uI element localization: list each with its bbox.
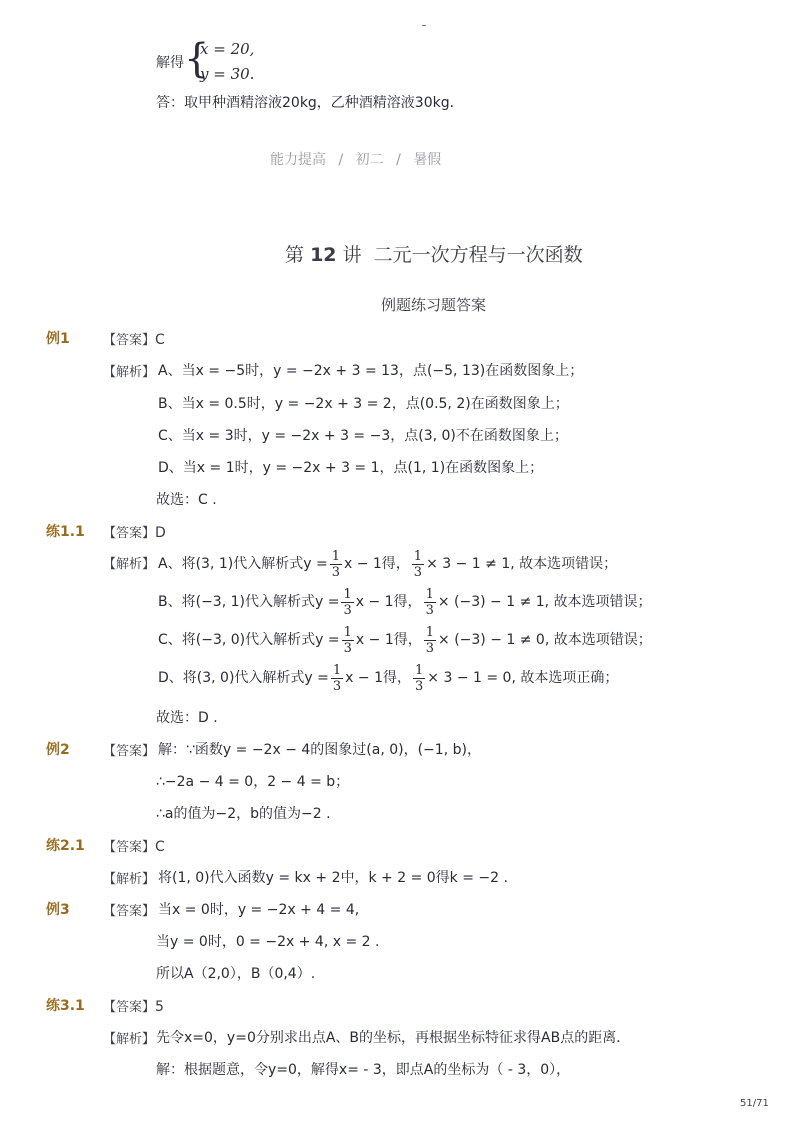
answer-tag: 【答案】C	[103, 839, 165, 855]
example-3-line: 所以A（2,0），B（0,4）.	[156, 966, 316, 982]
breadcrumb-item-2: 初二	[355, 152, 384, 168]
example-2-line: ∴a的值为−2，b的值为−2 .	[156, 806, 331, 822]
breadcrumb-sep-1: /	[338, 152, 344, 168]
fraction-one-third: $\frac{1}{3}$	[332, 662, 342, 694]
example-2-line: ∴−2a − 4 = 0，2 − 4 = b；	[156, 774, 350, 790]
practice-1-1-conclusion: 故选：D .	[156, 710, 218, 726]
practice-2-1-label: 练2.1	[46, 838, 85, 854]
fraction-one-third: $\frac{1}{3}$	[413, 548, 423, 580]
fraction-one-third: $\frac{1}{3}$	[425, 624, 435, 656]
breadcrumb	[270, 149, 441, 169]
practice-1-1-line: B、将(−3, 1)代入解析式y = $\frac{1}{3}$ x − 1得， $\frac{1}{3}$ × (−3) − 1 ≠ 1, 故本选项错误；	[158, 586, 652, 618]
example-2-label: 例2	[46, 742, 70, 758]
practice-3-1-line: 解：根据题意，令y=0，解得x= - 3，即点A的坐标为（ - 3，0），	[156, 1062, 571, 1078]
example-1-conclusion: 故选：C .	[156, 492, 217, 508]
example-1-line: C、当x = 3时，y = −2x + 3 = −3，点(3, 0)不在函数图象上；	[158, 428, 568, 444]
example-2-line: 解：∵函数y = −2x − 4的图象过(a, 0)，(−1, b)，	[158, 742, 481, 758]
fraction-one-third: $\frac{1}{3}$	[425, 586, 434, 618]
example-3-label: 例3	[46, 902, 70, 918]
example-1-line: B、当x = 0.5时，y = −2x + 3 = 2，点(0.5, 2)在函数图象上；	[158, 396, 569, 412]
system-eq-2: y = 30.	[200, 65, 255, 83]
breadcrumb-item-1: 能力提高	[270, 152, 326, 168]
brace: {	[184, 36, 210, 82]
answer-tag: 【答案】C	[103, 332, 165, 348]
answer-text: 答：取甲种酒精溶液20kg，乙种酒精溶液30kg．	[156, 95, 464, 111]
answer-tag: 【答案】5	[103, 999, 164, 1015]
page-number: 51/71	[740, 1098, 769, 1109]
breadcrumb-item-3: 暑假	[413, 152, 442, 168]
lecture-suffix: 讲	[342, 244, 362, 266]
practice-1-1-line: C、将(−3, 0)代入解析式y = $\frac{1}{3}$ x − 1得， $\frac{1}{3}$ × (−3) − 1 ≠ 0, 故本选项错误；	[158, 624, 652, 656]
answer-tag: 【答案】	[103, 744, 156, 759]
answer-tag: 【答案】D	[103, 525, 166, 541]
answer-tag: 【答案】	[103, 904, 156, 919]
system-eq-1: x = 20,	[200, 40, 255, 58]
analysis-tag: 【解析】	[103, 872, 156, 887]
fraction-one-third: $\frac{1}{3}$	[415, 662, 424, 694]
section-subtitle: 例题练习题答案	[381, 296, 487, 314]
fraction-one-third: $\frac{1}{3}$	[343, 586, 352, 618]
analysis-tag: 【解析】	[103, 365, 156, 380]
solve-label: 解得	[156, 55, 184, 71]
fraction-one-third: $\frac{1}{3}$	[331, 548, 340, 580]
example-1-line: A、当x = −5时，y = −2x + 3 = 13，点(−5, 13)在函数图象上；	[158, 363, 584, 379]
example-1-label: 例1	[46, 331, 70, 347]
practice-1-1-label: 练1.1	[46, 524, 85, 540]
analysis-tag: 【解析】	[103, 557, 156, 572]
example-1-line: D、当x = 1时，y = −2x + 3 = 1，点(1, 1)在函数图象上；	[158, 460, 544, 476]
analysis-tag: 【解析】	[103, 1032, 156, 1047]
lecture-title	[285, 240, 583, 267]
example-3-line: 当x = 0时，y = −2x + 4 = 4,	[158, 902, 360, 918]
lecture-number: 12	[310, 244, 337, 266]
lecture-prefix: 第	[285, 244, 305, 266]
practice-2-1-analysis: 将(1, 0)代入函数y = kx + 2中，k + 2 = 0得k = −2 .	[158, 870, 508, 886]
top-mark	[422, 25, 426, 26]
practice-1-1-line: D、将(3, 0)代入解析式y = $\frac{1}{3}$ x − 1得， $\frac{1}{3}$ × 3 − 1 = 0, 故本选项正确；	[158, 662, 619, 694]
example-3-line: 当y = 0时，0 = −2x + 4, x = 2 .	[156, 934, 380, 950]
breadcrumb-sep-2: /	[396, 152, 401, 168]
practice-3-1-label: 练3.1	[46, 998, 85, 1014]
practice-3-1-line: 先令x=0，y=0分别求出点A、B的坐标，再根据坐标特征求得AB点的距离．	[156, 1030, 631, 1046]
lecture-name: 二元一次方程与一次函数	[373, 244, 583, 266]
fraction-one-third: $\frac{1}{3}$	[343, 624, 352, 656]
practice-1-1-line: A、将(3, 1)代入解析式y = $\frac{1}{3}$ x − 1得， $\frac{1}{3}$ × 3 − 1 ≠ 1, 故本选项错误；	[158, 548, 618, 580]
